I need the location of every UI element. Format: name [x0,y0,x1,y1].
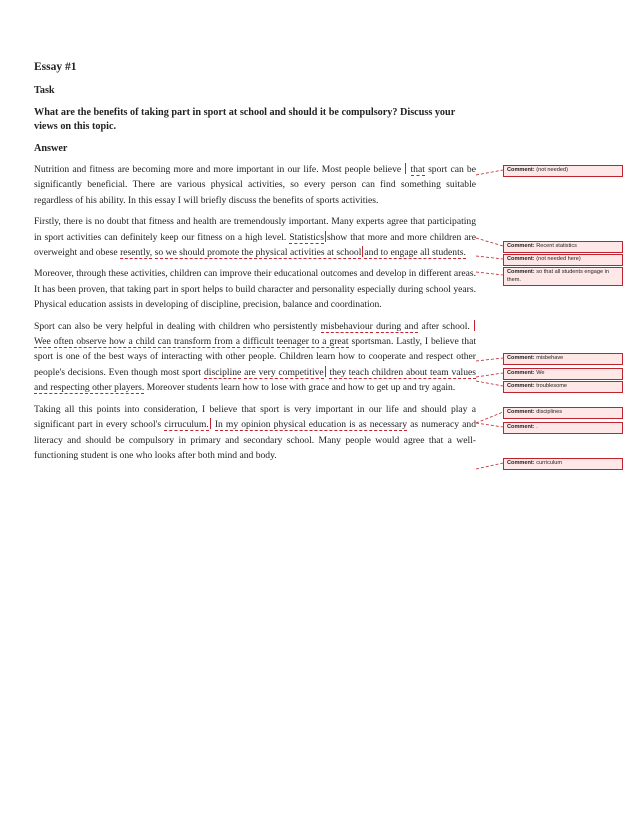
task-question: What are the benefits of taking part in sport at school and should it be compulsory? Discuss your views on this topic. [34,107,456,132]
task-heading: Task [34,85,55,96]
comment-7[interactable]: Comment: troublesome [503,381,623,393]
marked-phrase-competitive[interactable]: are very competitive [244,366,324,378]
marked-phrase-team-values[interactable]: they teach children about team values and respecting other players. [34,366,476,394]
comment-10[interactable]: Comment: curriculum [503,458,623,470]
comment-4[interactable]: Comment: so that all students engage in them. [503,267,623,286]
marked-phrase-engage[interactable]: and to engage all students. [364,247,466,259]
comment-5[interactable]: Comment: misbehave [503,353,623,365]
paragraph-2: Firstly, there is no doubt that fitness and health are tremendously important. Many experts agree that participating in sport activities can definitely keep our fitness on a high level. Statistics show that more and more children are overweight and obese resently, so we should promote the physical activities at school and to engage all students. [34,216,477,259]
marked-word-wee[interactable]: Wee [34,336,51,348]
marked-phrase-often[interactable]: often observe how a child can transform from a [53,336,240,348]
paragraph-3: Moreover, through these activities, children can improve their educational outcomes and develop in different areas. It has been proven, that taking part in sport helps to build character and personality especially during school years. Physical education assists in developing of discipline, precision, balance and coordination. [34,268,476,311]
essay-title: Essay #1 [34,61,77,73]
leader-line [476,238,503,246]
leader-line [476,423,503,427]
paragraph-1: Nutrition and fitness are becoming more and more important in our life. Most people believe that sport can be significantly beneficial. There are various physical activities, so every person can find something suitable regardless of his ability. In this essay I will briefly discuss the benefits of sports activities. [34,164,476,206]
leader-line [476,358,503,361]
leader-line [476,373,503,377]
leader-line [476,463,503,469]
leader-line [476,272,503,275]
marked-word-misbehaviour[interactable]: misbehaviour [320,320,373,332]
marked-word-resently[interactable]: resently, [120,247,153,259]
marked-word-that[interactable]: that [410,164,425,175]
marked-phrase-during-and[interactable]: during and [376,320,419,332]
marked-word-statistics[interactable]: Statistics [289,231,324,243]
leader-line [476,256,503,259]
answer-heading: Answer [34,143,68,154]
comment-2[interactable]: Comment: Recent statistics [503,241,623,253]
leader-line [476,381,503,386]
paragraph-5: Taking all this points into consideration, I believe that sport is very important in our life and should play a significant part in every school's cirruculum. In my opinion physical education is as necessary as numeracy and literacy and should be compulsory in primary and secondary school. Many people would agree that a well- functioning student is one who looks after both mind and body. [34,403,476,461]
marked-phrase-teenager[interactable]: teenager to a great [276,336,349,348]
comment-3[interactable]: Comment: (not needed here) [503,254,623,266]
marked-word-discipline[interactable]: discipline [204,366,242,378]
paragraph-4: Sport can also be very helpful in dealing with children who persistently misbehaviour during and after school. Wee often observe how a child can transform from a difficult teenager to a great sportsman. Lastly, I believe that sport is one of the best ways of interacting with other people. Children learn how to cooperate and respect other people's decisions. Even though most sport discipline are very competitive they teach children about team values and respecting other players. Moreover students learn how to lose with grace and how to get up and try again. [34,320,476,394]
comment-9[interactable]: Comment: . [503,422,623,434]
leader-line [476,412,503,423]
marked-phrase-physical-education[interactable]: In my opinion physical education is as necessary [214,419,408,431]
marked-word-difficult[interactable]: difficult [242,336,274,348]
marked-word-cirruculum[interactable]: cirruculum. [164,419,209,431]
comment-6[interactable]: Comment: We [503,368,623,380]
leader-line [476,170,503,175]
comment-8[interactable]: Comment: disciplines [503,407,623,419]
marked-phrase-promote[interactable]: so we should promote the physical activities at school [154,247,362,259]
comment-1[interactable]: Comment: (not needed) [503,165,623,177]
